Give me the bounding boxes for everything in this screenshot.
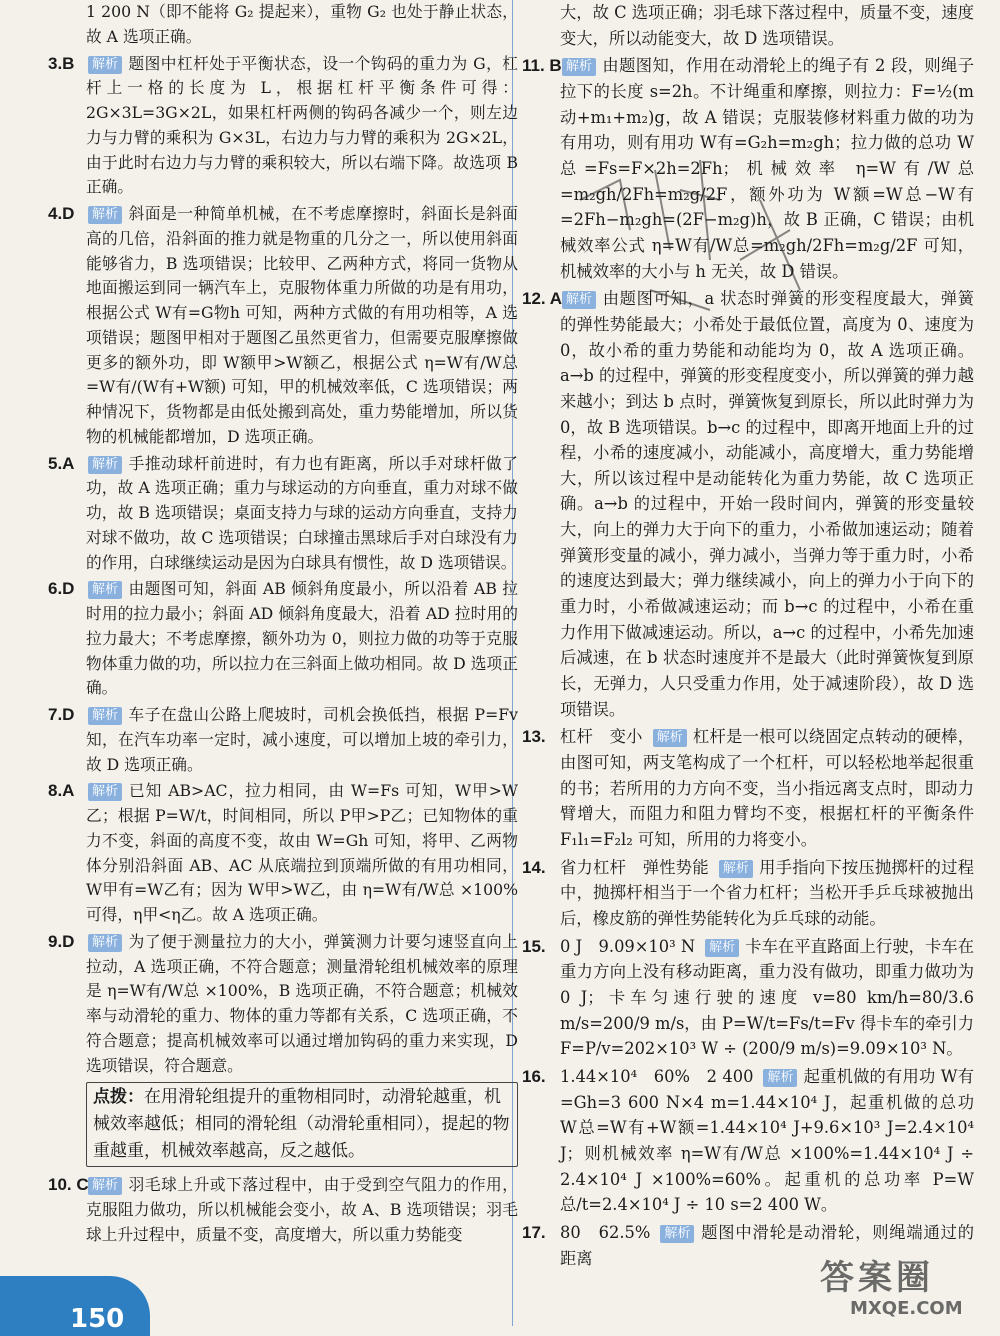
explanation-text: 卡车在平直路面上行驶，卡车在重力方向上没有移动距离，重力没有做功，即重力做功为 0 J；卡车匀速行驶的速度 v=80 km/h=80/3.6 m/s=200/9 m/s，由 P=W/t=Fs/t=Fv 得卡车的牵引力 F=P/v=202×10³ W ÷ (200/9 m/s)=9.09×10³ N。 <box>560 936 974 1059</box>
watermark-url: MXQE.COM <box>850 1298 963 1319</box>
answer-item <box>522 0 974 51</box>
question-number: 6.D <box>48 579 75 599</box>
explanation-text: 手推动球杆前进时，有力也有距离，所以手对球杆做了功，故 A 选项正确；重力与球运动的方向垂直，重力对球不做功，故 B 选项错误；桌面支持力与球的运动方向垂直，支持力对球不做功，故 C 选项错误；白球撞击黑球后手对白球没有力的作用，白球继续运动是因为白球具有惯性，故 D 选项错误。 <box>86 453 518 572</box>
answer-item <box>48 703 518 777</box>
answer-text: 省力杠杆 弹性势能 <box>560 857 709 877</box>
explanation-text: 题图中杠杆处于平衡状态，设一个钩码的重力为 G，杠杆上一格的长度为 L，根据杠杆平衡条件可得：2G×3L=3G×2L，如果杠杆两侧的钩码各减少一个，则左边力与力臂的乘积为 G×3L，右边力与力臂的乘积为 2G×2L，由于此时右边力与力臂的乘积较大，所以右端下降。故选项 B 正确。 <box>86 53 518 197</box>
answer-item <box>48 1173 518 1247</box>
explanation-text: 羽毛球上升或下落过程中，由于受到空气阻力的作用，克服阻力做功，所以机械能会变小，故 A、B 选项错误；羽毛球上升过程中，质量不变，高度增大，所以重力势能变 <box>86 1175 518 1244</box>
question-number: 16. <box>522 1066 546 1086</box>
question-number: 17. <box>522 1222 546 1242</box>
answer-text: 0 J 9.09×10³ N <box>560 936 696 956</box>
watermark-logo <box>820 1258 990 1324</box>
analysis-tag: 解析 <box>660 1225 694 1243</box>
question-number: 8.A <box>48 781 75 801</box>
explanation-text: 用手指向下按压抛掷杆的过程中，抛掷杆相当于一个省力杠杆；当松开手乒乓球被抛出后，橡皮筋的弹性势能转化为乒乓球的动能。 <box>560 857 974 928</box>
question-number: 11. B <box>522 56 562 76</box>
question-number: 4.D <box>48 204 75 223</box>
tip-box <box>86 1082 518 1167</box>
analysis-tag: 解析 <box>88 783 122 801</box>
left-column <box>48 0 518 1250</box>
explanation-text: 题图中滑轮是动滑轮，则绳端通过的距离 <box>560 1222 974 1268</box>
question-number: 7.D <box>48 705 75 724</box>
answer-item <box>522 934 974 1062</box>
analysis-tag: 解析 <box>705 939 739 957</box>
analysis-tag: 解析 <box>719 860 753 878</box>
answer-text: 杠杆 变小 <box>560 727 643 747</box>
analysis-tag: 解析 <box>763 1069 797 1087</box>
analysis-tag: 解析 <box>562 58 596 76</box>
explanation-text: 起重机做的有用功 W有=Gh=3 600 N×4 m=1.44×10⁴ J，起重机做的总功 W总=W有+W额=1.44×10⁴ J+9.6×10³ J=2.4×10⁴ J；则机械效率 η=W有/W总 ×100%=1.44×10⁴ J ÷ 2.4×10⁴ J ×100%=60%。起重机的总功率 P=W总/t=2.4×10⁴ J ÷ 10 s=2 400 W。 <box>560 1066 974 1215</box>
question-number: 13. <box>522 727 546 747</box>
explanation-text: 为了便于测量拉力的大小，弹簧测力计要匀速竖直向上拉动，A 选项正确，不符合题意；测量滑轮组机械效率的原理是 η=W有/W总 ×100%，B 选项正确，不符合题意；机械效率与动滑轮的重力、物体的重力等都有关系，C 选项正确，不符合题意；提高机械效率可以通过增加钩码的重力来实现，D 选项错误，符合题意。 <box>86 931 518 1075</box>
answer-item <box>522 53 974 284</box>
answer-item <box>48 577 518 701</box>
explanation-text: 1 200 N（即不能将 G₂ 提起来），重物 G₂ 也处于静止状态，故 A 选项正确。 <box>86 2 518 46</box>
explanation-text: 车子在盘山公路上爬坡时，司机会换低挡，根据 P=Fv 知，在汽车功率一定时，减小速度，可以增加上坡的牵引力，故 D 选项正确。 <box>86 705 518 774</box>
watermark-title: 答案圈 <box>820 1258 934 1298</box>
right-column <box>522 0 974 1273</box>
answer-item <box>48 52 518 201</box>
question-number: 9.D <box>48 931 75 951</box>
answer-item <box>522 724 974 852</box>
analysis-tag: 解析 <box>653 729 687 747</box>
tip-text: 在用滑轮组提升的重物相同时，动滑轮越重，机械效率越低；相同的滑轮组（动滑轮重相同），提起的物重越重，机械效率越高，反之越低。 <box>93 1087 510 1162</box>
question-number: 3.B <box>48 53 75 73</box>
question-number: 12. A <box>522 289 563 309</box>
answer-text: 1.44×10⁴ 60% 2 400 <box>560 1066 754 1086</box>
analysis-tag: 解析 <box>88 934 122 952</box>
explanation-text: 大，故 C 选项正确；羽毛球下落过程中，质量不变，速度变大，所以动能变大，故 D 选项错误。 <box>560 3 974 48</box>
answer-item <box>522 1064 974 1218</box>
explanation-text: 由题图知，作用在动滑轮上的绳子有 2 段，则绳子拉下的长度 s=2h。不计绳重和摩擦，则拉力：F=½(m动+m₁+m₂)g，故 A 错误；克服装修材料重力做的功为有用功，则有用功 W有=G₂h=m₂gh；拉力做的总功 W总=Fs=F×2h=2Fh；机械效率 η=W有/W总=m₂gh/2Fh=m₂g/2F，额外功为 W额=W总−W有=2Fh−m₂gh=(2F−m₂g)h，故 B 正确，C 错误；由机械效率公式 η=W有/W总=m₂gh/2Fh=m₂g/2F 可知，机械效率的大小与 h 无关，故 D 错误。 <box>560 56 974 281</box>
answer-item <box>522 855 974 932</box>
explanation-text: 由题图可知，斜面 AB 倾斜角度最小，所以沿着 AB 拉时用的拉力最小；斜面 AD 倾斜角度最大，沿着 AD 拉时用的拉力最大；不考虑摩擦，额外功为 0，则拉力做的功等于克服物体重力做的功，所以拉力在三斜面上做功相同。故 D 选项正确。 <box>86 579 518 698</box>
question-number: 14. <box>522 857 546 877</box>
tip-label: 点拨： <box>93 1087 144 1108</box>
answer-item <box>522 286 974 722</box>
explanation-text: 杠杆是一根可以绕固定点转动的硬棒，由图可知，两支笔构成了一个杠杆，可以轻松地举起很重的书；若所用的力方向不变，当小指远离支点时，即动力臂增大，而阻力和阻力臂均不变，根据杠杆的平衡条件 F₁l₁=F₂l₂ 可知，所用的力将变小。 <box>560 727 974 849</box>
question-number: 10. C <box>48 1175 89 1195</box>
answer-text: 80 62.5% <box>560 1222 651 1242</box>
answer-item <box>48 779 518 928</box>
explanation-text: 斜面是一种简单机械，在不考虑摩擦时，斜面长是斜面高的几倍，沿斜面的推力就是物重的几分之一，所以使用斜面能够省力，B 选项错误；比较甲、乙两种方式，将同一货物从地面搬运到同一辆汽车上，克服物体重力所做的功是有用功，根据公式 W有=G物h 可知，两种方式做的有用功相等，A 选项错误；题图甲相对于题图乙虽然更省力，但需要克服摩擦做更多的额外功，即 W额甲>W额乙，根据公式 η=W有/W总=W有/(W有+W额) 可知，甲的机械效率低，C 选项错误；两种情况下，货物都是由低处搬到高处，重力势能增加，所以货物的机械能都增加，D 选项正确。 <box>86 204 518 446</box>
analysis-tag: 解析 <box>88 56 122 74</box>
analysis-tag: 解析 <box>88 206 122 224</box>
analysis-tag: 解析 <box>88 456 122 474</box>
explanation-text: 已知 AB>AC，拉力相同，由 W=Fs 可知，W甲>W乙；根据 P=W/t，时间相同，所以 P甲>P乙；已知物体的重力不变，斜面的高度不变，故由 W=Gh 可知，将甲、乙两物体分别沿斜面 AB、AC 从底端拉到顶端所做的有用功相同，W甲有=W乙有；因为 W甲>W乙，由 η=W有/W总 ×100% 可得，η甲<η乙。故 A 选项正确。 <box>86 781 518 924</box>
analysis-tag: 解析 <box>88 707 122 725</box>
analysis-tag: 解析 <box>88 1177 122 1195</box>
answer-item <box>48 0 518 50</box>
page-number: 150 <box>70 1304 125 1334</box>
answer-item <box>48 930 518 1079</box>
explanation-text: 由题图可知，a 状态时弹簧的形变程度最大，弹簧的弹性势能最大；小希处于最低位置，高度为 0、速度为 0，故小希的重力势能和动能均为 0，故 A 选项正确。a→b 的过程中，弹簧的形变程度变小，所以弹簧的弹力越来越小；到达 b 点时，弹簧恢复到原长，所以此时弹力为 0，故 B 选项错误。b→c 的过程中，即离开地面上升的过程，小希的速度减小，动能减小，高度增大，重力势能增大，所以该过程中是动能转化为重力势能，故 C 选项正确。a→b 的过程中，开始一段时间内，弹簧的形变量较大，向上的弹力大于向下的重力，小希做加速运动；随着弹簧形变量的减小，弹力减小，当弹力等于重力时，小希的速度达到最大；弹力继续减小，向上的弹力小于向下的重力时，小希做减速运动；而 b→c 的过程中，小希在重力作用下做减速运动。所以，a→c 的过程中，小希先加速后减速，在 b 状态时速度并不是最大（此时弹簧恢复到原长，无弹力，人只受重力作用，处于减速阶段），故 D 选项错误。 <box>560 289 974 719</box>
analysis-tag: 解析 <box>88 581 122 599</box>
question-number: 15. <box>522 936 546 956</box>
analysis-tag: 解析 <box>562 291 596 309</box>
question-number: 5.A <box>48 453 75 473</box>
answer-item <box>48 202 518 450</box>
answer-item <box>48 452 518 576</box>
